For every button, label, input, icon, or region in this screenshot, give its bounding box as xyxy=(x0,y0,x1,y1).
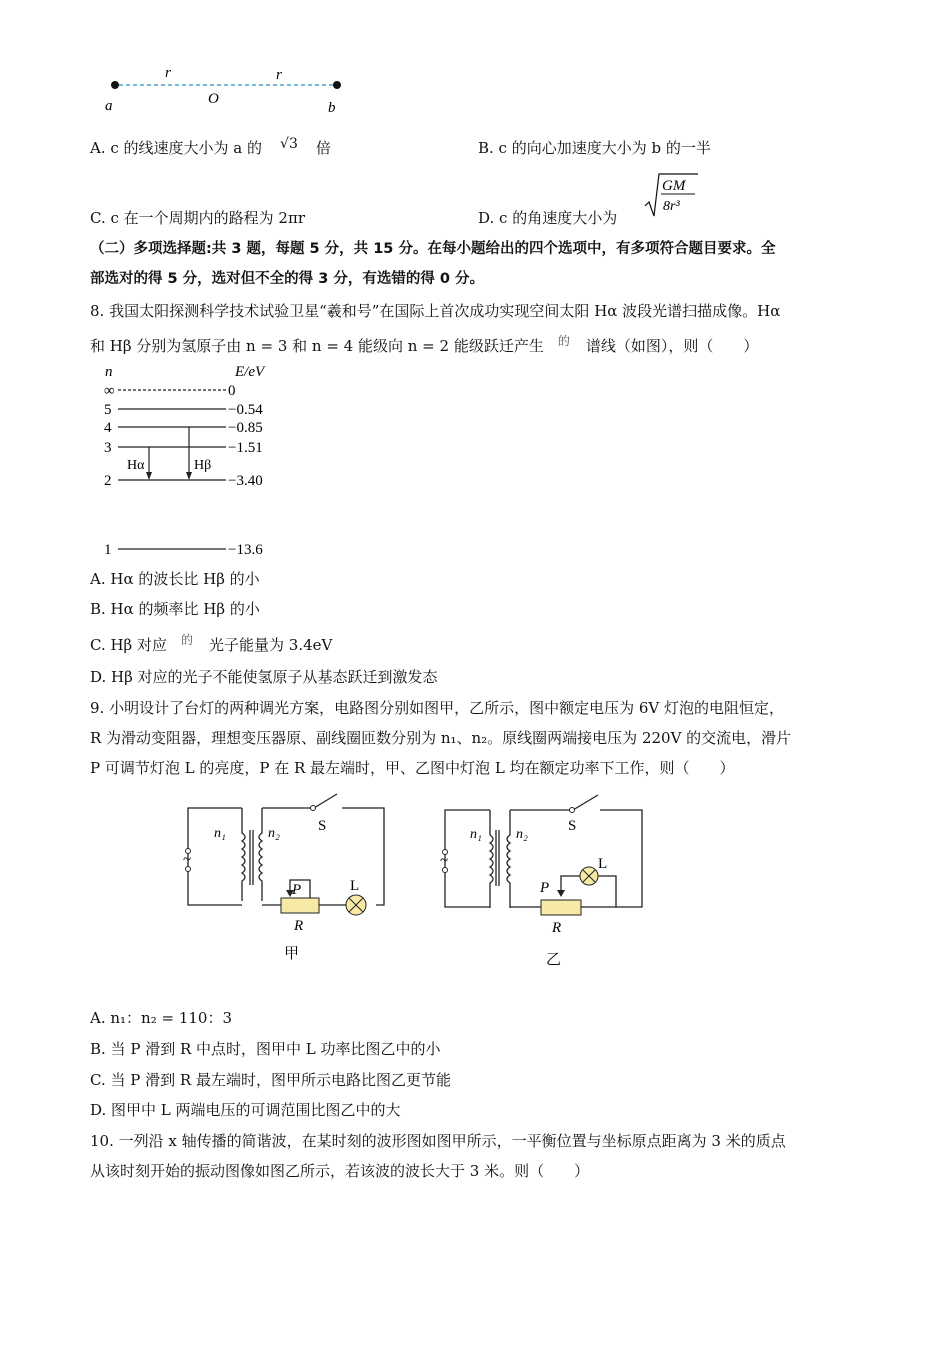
svg-text:S: S xyxy=(568,818,577,834)
svg-text:R: R xyxy=(552,920,562,936)
rheostat xyxy=(281,898,319,913)
option-tail: 倍 xyxy=(315,139,331,157)
label-r2: r xyxy=(276,67,282,83)
point-b xyxy=(333,81,341,89)
q9-option-d: D. 图甲中 L 两端电压的可调范围比图乙中的大 xyxy=(90,1101,401,1119)
level-energy-label: −3.40 xyxy=(228,473,263,489)
caption-jia: 甲 xyxy=(284,946,300,962)
svg-text:L: L xyxy=(598,856,608,872)
q8-stem-line2 xyxy=(90,336,758,357)
circuit-diagram-a xyxy=(180,790,400,970)
option-text: 光子能量为 3.4eV xyxy=(209,636,333,654)
svg-text:GM: GM xyxy=(662,178,686,194)
level-energy-label: −13.6 xyxy=(228,542,263,558)
q10-stem-line2: 从该时刻开始的振动图像如图乙所示，若该波的波长大于 3 米。则（ ） xyxy=(90,1162,590,1180)
level-n-label: 5 xyxy=(104,402,112,418)
section-header-line2: 部选对的得 5 分，选对但不全的得 3 分，有选错的得 0 分。 xyxy=(90,271,485,287)
q9-stem-line3: P 可调节灯泡 L 的亮度，P 在 R 最左端时，甲、乙图中灯泡 L 均在额定功率下工作，则（ ） xyxy=(90,759,735,777)
q8-option-d: D. Hβ 对应的光子不能使氢原子从基态跃迁到激发态 xyxy=(90,668,438,686)
label-o: O xyxy=(208,91,219,107)
option-text: A. c 的线速度大小为 a 的 xyxy=(90,139,263,157)
level-energy-label: −0.54 xyxy=(228,402,263,418)
q9-option-b: B. 当 P 滑到 R 中点时，图甲中 L 功率比图乙中的小 xyxy=(90,1040,441,1058)
q7-option-c: C. c 在一个周期内的路程为 2πr xyxy=(90,209,305,227)
arrowhead xyxy=(146,472,152,480)
q8-option-b: B. Hα 的频率比 Hβ 的小 xyxy=(90,600,260,618)
stem-text: 和 Hβ 分别为氢原子由 n = 3 和 n = 4 能级向 n = 2 能级跃迁产生 xyxy=(90,337,544,355)
svg-text:n₁: n₁ xyxy=(470,827,482,842)
svg-text:n₂: n₂ xyxy=(268,826,280,841)
svg-text:~: ~ xyxy=(183,852,192,868)
arrowhead xyxy=(186,472,192,480)
q7-option-a xyxy=(90,138,331,159)
level-n-label: 3 xyxy=(104,440,112,456)
level-energy-label: −0.85 xyxy=(228,420,263,436)
q8-option-c xyxy=(90,635,332,656)
label-r1: r xyxy=(165,65,171,81)
transition-label: Hα xyxy=(127,458,145,473)
level-n-label: ∞ xyxy=(104,383,115,399)
option-text: C. Hβ 对应 xyxy=(90,636,167,654)
q10-stem-line1: 10. 一列沿 x 轴传播的简谐波，在某时刻的波形图如图甲所示，一平衡位置与坐标原点距离为 3 米的质点 xyxy=(90,1132,786,1150)
section-header-line1: （二）多项选择题:共 3 题，每题 5 分，共 15 分。在每小题给出的四个选项中，有多项符合题目要求。全 xyxy=(90,241,776,257)
q7-option-b: B. c 的向心加速度大小为 b 的一半 xyxy=(478,139,711,157)
level-energy-label: 0 xyxy=(228,383,236,399)
q7-option-d: D. c 的角速度大小为 xyxy=(478,209,618,227)
q9-option-c: C. 当 P 滑到 R 最左端时，图甲所示电路比图乙更节能 xyxy=(90,1071,451,1089)
axis-label-energy: E/eV xyxy=(235,364,265,380)
stem-text: 谱线（如图），则（ ） xyxy=(585,337,759,355)
q9-stem-line2: R 为滑动变阻器，理想变压器原、副线圈匝数分别为 n₁、n₂。原线圈两端接电压为 220V 的交流电，滑片 xyxy=(90,729,792,747)
level-n-label: 1 xyxy=(104,542,112,558)
q9-option-a: A. n₁：n₂ = 110：3 xyxy=(90,1009,232,1027)
axis-label-n: n xyxy=(105,364,113,380)
rheostat xyxy=(541,900,581,915)
caption-yi: 乙 xyxy=(546,952,562,968)
svg-text:~: ~ xyxy=(440,853,449,869)
label-a: a xyxy=(105,98,113,114)
level-n-label: 4 xyxy=(104,420,112,436)
level-n-label: 2 xyxy=(104,473,112,489)
q9-stem-line1: 9. 小明设计了台灯的两种调光方案，电路图分别如图甲，乙所示，图中额定电压为 6V 灯泡的电阻恒定， xyxy=(90,699,784,717)
svg-text:8r³: 8r³ xyxy=(663,199,680,214)
math-sqrt3: √3 xyxy=(280,136,298,152)
svg-text:L: L xyxy=(350,878,360,894)
svg-text:S: S xyxy=(318,818,327,834)
level-energy-label: −1.51 xyxy=(228,440,263,456)
inline-image-text: 的 xyxy=(557,334,570,348)
energy-level-diagram xyxy=(100,362,290,562)
svg-text:n₂: n₂ xyxy=(516,827,528,842)
q8-stem-line1: 8. 我国太阳探测科学技术试验卫星“羲和号”在国际上首次成功实现空间太阳 Hα 波段光谱扫描成像。Hα xyxy=(90,302,781,320)
svg-text:P: P xyxy=(292,882,302,898)
label-b: b xyxy=(328,100,336,116)
q8-option-a: A. Hα 的波长比 Hβ 的小 xyxy=(90,570,260,588)
inline-image-text: 的 xyxy=(181,633,194,647)
svg-text:R: R xyxy=(294,918,304,934)
math-sqrt-gm-8r3 xyxy=(643,170,703,220)
svg-text:P: P xyxy=(540,880,550,896)
figure-ab-line xyxy=(100,60,360,120)
circuit-diagram-b xyxy=(440,790,660,975)
transition-label: Hβ xyxy=(194,458,212,473)
svg-text:n₁: n₁ xyxy=(214,826,226,841)
point-a xyxy=(111,81,119,89)
